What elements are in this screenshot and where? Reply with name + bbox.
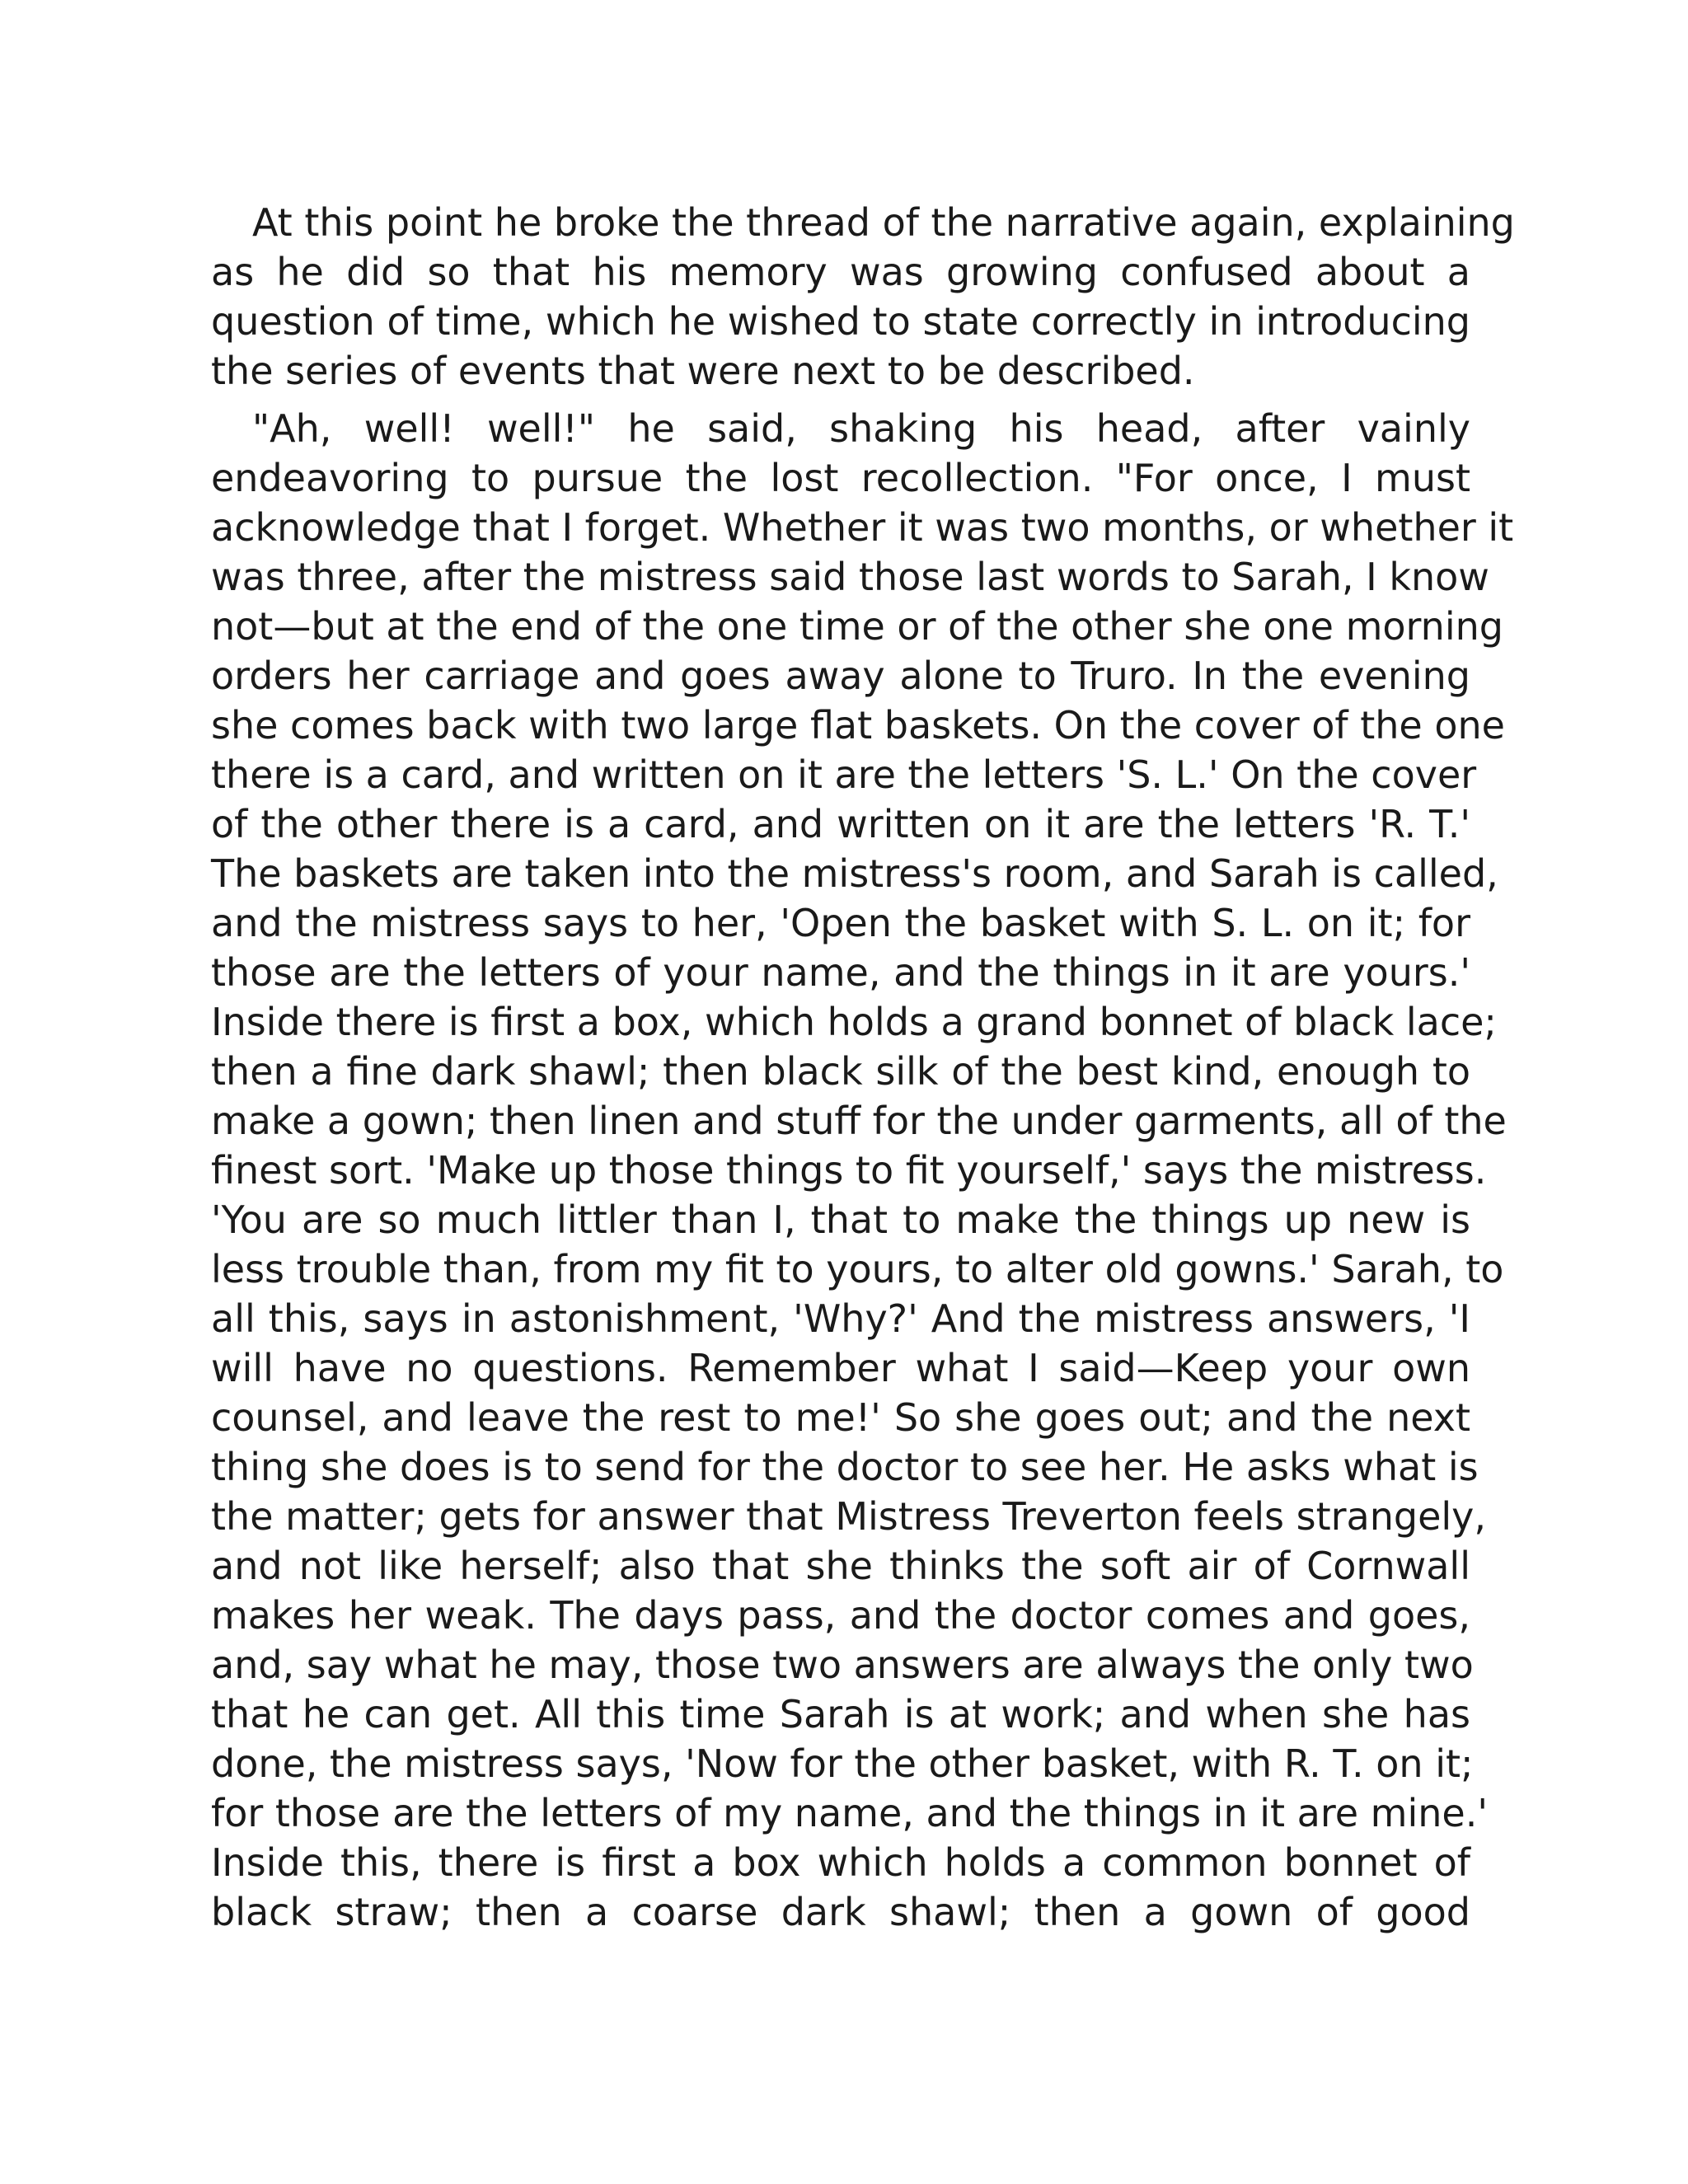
text-line: and, say what he may, those two answers are always the only two [211, 1643, 1474, 1687]
text-line: acknowledge that I forget. Whether it was two months, or whether it [211, 505, 1514, 550]
text-line: was three, after the mistress said those last words to Sarah, I know [211, 555, 1489, 599]
text-line: she comes back with two large flat baskets. On the cover of the one [211, 703, 1505, 748]
text-line: finest sort. 'Make up those things to fit yourself,' says the mistress. [211, 1148, 1487, 1193]
paragraph [211, 404, 1514, 1937]
text-line: as he did so that his memory was growing confused about a [211, 250, 1470, 294]
paragraph [211, 198, 1515, 396]
text-line: endeavoring to pursue the lost recollection. "For once, I must [211, 456, 1470, 500]
text-line: make a gown; then linen and stuff for the under garments, all of the [211, 1099, 1507, 1143]
text-line: not—but at the end of the one time or of the other she one morning [211, 604, 1503, 649]
text-line: thing she does is to send for the doctor to see her. He asks what is [211, 1445, 1479, 1489]
page-body-text [211, 198, 1515, 1937]
text-line: then a fine dark shawl; then black silk of the best kind, enough to [211, 1049, 1470, 1094]
text-line: Inside this, there is first a box which holds a common bonnet of [211, 1840, 1470, 1885]
text-line: counsel, and leave the rest to me!' So she goes out; and the next [211, 1395, 1470, 1440]
text-line: all this, says in astonishment, 'Why?' And the mistress answers, 'I [211, 1296, 1470, 1341]
text-line: done, the mistress says, 'Now for the other basket, with R. T. on it; [211, 1741, 1474, 1786]
text-line: that he can get. All this time Sarah is at work; and when she has [211, 1692, 1470, 1736]
text-line: of the other there is a card, and written on it are the letters 'R. T.' [211, 802, 1470, 846]
text-line: makes her weak. The days pass, and the doctor comes and goes, [211, 1593, 1470, 1638]
text-line: "Ah, well! well!" he said, shaking his head, after vainly [252, 406, 1470, 451]
text-line: the matter; gets for answer that Mistress Treverton feels strangely, [211, 1494, 1487, 1539]
text-line: 'You are so much littler than I, that to make the things up new is [211, 1197, 1470, 1242]
text-line: and the mistress says to her, 'Open the basket with S. L. on it; for [211, 901, 1470, 945]
text-line: question of time, which he wished to state correctly in introducing [211, 299, 1470, 344]
text-line: The baskets are taken into the mistress's room, and Sarah is called, [211, 851, 1498, 896]
text-line: the series of events that were next to be described. [211, 349, 1195, 393]
text-line: orders her carriage and goes away alone to Truro. In the evening [211, 654, 1470, 698]
text-line: black straw; then a coarse dark shawl; then a gown of good [211, 1890, 1470, 1934]
text-line: those are the letters of your name, and the things in it are yours.' [211, 950, 1470, 995]
text-line: for those are the letters of my name, and the things in it are mine.' [211, 1791, 1488, 1835]
text-line: and not like herself; also that she thinks the soft air of Cornwall [211, 1544, 1470, 1588]
text-line: Inside there is first a box, which holds a grand bonnet of black lace; [211, 1000, 1497, 1044]
text-line: will have no questions. Remember what I said—Keep your own [211, 1346, 1470, 1390]
text-line: At this point he broke the thread of the narrative again, explaining [252, 200, 1515, 245]
text-line: there is a card, and written on it are the letters 'S. L.' On the cover [211, 752, 1477, 797]
text-line: less trouble than, from my fit to yours, to alter old gowns.' Sarah, to [211, 1247, 1504, 1291]
paragraph-gap [211, 396, 1470, 404]
